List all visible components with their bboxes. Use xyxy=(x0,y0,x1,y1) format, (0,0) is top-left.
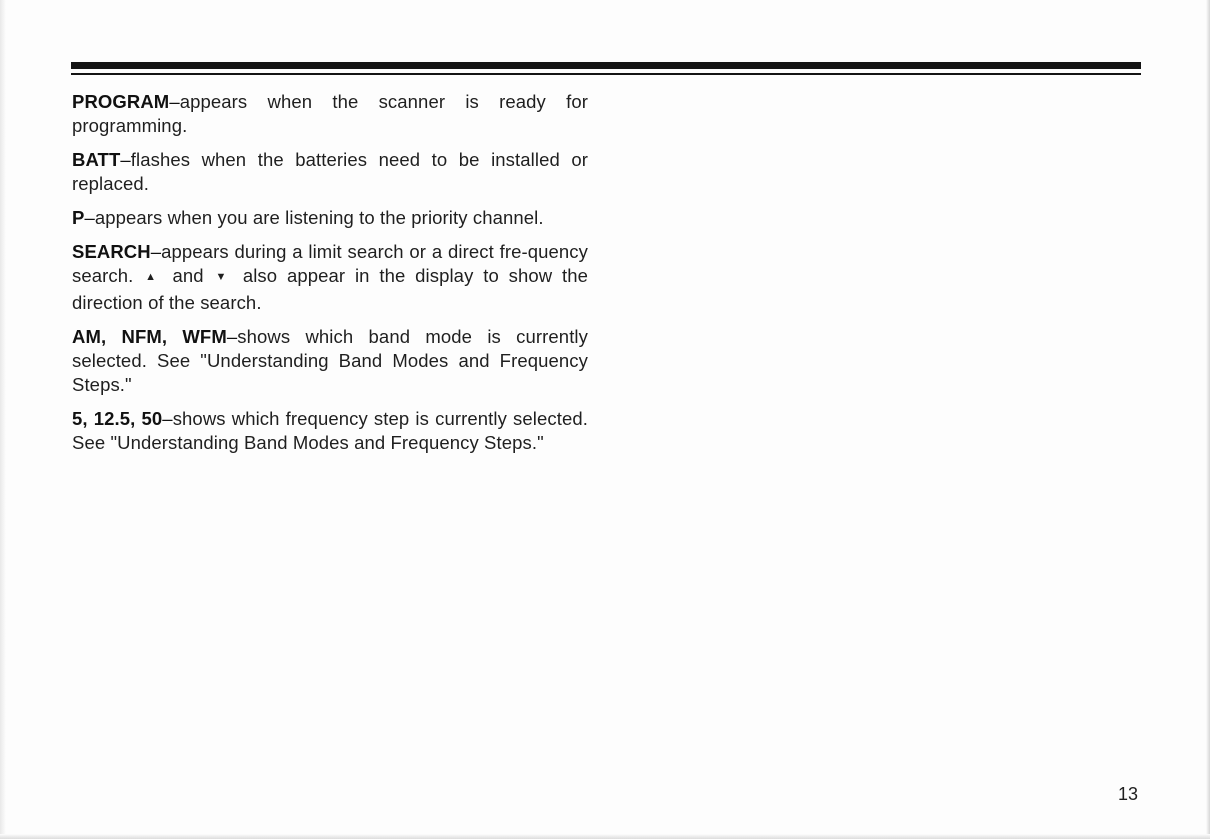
header-rule-thin xyxy=(71,73,1141,75)
entry-description: appears during a limit search or a direct fre-quency search. xyxy=(72,241,588,286)
page-bottom-edge xyxy=(0,834,1210,839)
entry-term: BATT xyxy=(72,149,121,170)
entry-description: shows which band mode is currently selected. See "Understanding Band Modes and Frequency Steps." xyxy=(72,326,588,395)
entry-dash: – xyxy=(226,326,238,347)
entry-search xyxy=(72,240,588,315)
entry-priority xyxy=(72,206,588,230)
entry-dash: – xyxy=(162,408,173,429)
entry-connector: and xyxy=(172,265,204,286)
entry-term: P xyxy=(72,207,85,228)
entry-term: AM, NFM, WFM xyxy=(72,326,227,347)
entry-description-continued: also appear in the display to show the direction of the search. xyxy=(72,265,589,313)
up-arrow-icon: ▲ xyxy=(145,271,161,283)
header-rule-thick xyxy=(71,62,1141,69)
entry-description: appears when the scanner is ready for programming. xyxy=(72,91,588,136)
entry-program xyxy=(72,90,588,138)
indicator-descriptions xyxy=(72,90,588,465)
entry-dash: – xyxy=(169,91,180,112)
page-left-edge xyxy=(0,0,6,839)
entry-term: PROGRAM xyxy=(72,91,170,112)
entry-dash: – xyxy=(84,207,95,228)
entry-batt xyxy=(72,148,588,196)
entry-term: 5, 12.5, 50 xyxy=(72,408,163,429)
entry-band-modes xyxy=(72,325,588,397)
entry-term: SEARCH xyxy=(72,241,151,262)
page-right-edge xyxy=(1206,0,1210,839)
entry-description: flashes when the batteries need to be installed or replaced. xyxy=(72,149,588,194)
page-number: 13 xyxy=(1118,784,1139,804)
entry-dash: – xyxy=(150,241,162,262)
entry-dash: – xyxy=(120,149,131,170)
entry-frequency-steps xyxy=(72,407,588,455)
entry-description: shows which frequency step is currently selected. See "Understanding Band Modes and Frequency Steps." xyxy=(72,408,588,453)
down-arrow-icon: ▼ xyxy=(215,271,232,283)
entry-description: appears when you are listening to the priority channel. xyxy=(94,207,544,228)
